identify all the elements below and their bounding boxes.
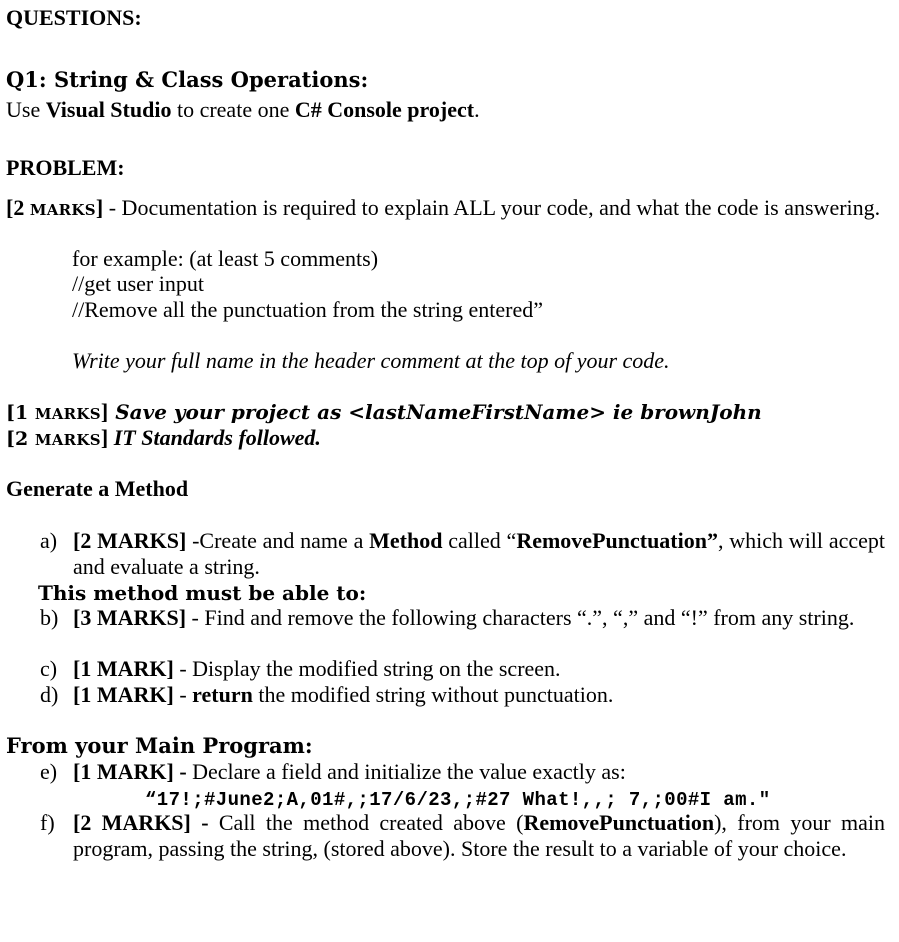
example-intro: for example: (at least 5 comments) — [72, 246, 379, 271]
it-standards-requirement: [2 MARKS] IT Standards followed. — [6, 425, 321, 450]
header-comment-note: Write your full name in the header comment at the top of your code. — [72, 348, 670, 373]
save-project-marks: [1 MARKS] — [6, 399, 109, 424]
example-comment-2: //Remove all the punctuation from the string entered” — [72, 297, 544, 322]
list-item-f: f) [2 MARKS] - Call the method created above (RemovePunctuation), from your main program, passing the string, (stored above). Store the result to a variable of your choice. — [40, 810, 886, 861]
it-standards-marks: [2 MARKS] — [6, 425, 109, 450]
save-project-requirement: [1 MARKS] Save your project as <lastNameFirstName> ie brownJohn — [6, 399, 762, 424]
documentation-marks: [2 MARKS] — [6, 195, 104, 220]
example-comment-1: //get user input — [72, 271, 204, 296]
list-item-d: d) [1 MARK] - return the modified string without punctuation. — [40, 682, 614, 707]
problem-heading: PROBLEM: — [6, 155, 125, 180]
main-program-heading: From your Main Program: — [6, 733, 313, 758]
q1-heading: Q1: String & Class Operations: — [6, 67, 369, 92]
list-item-e: e) [1 MARK] - Declare a field and initialize the value exactly as: — [40, 759, 626, 784]
method-must-heading: This method must be able to: — [38, 581, 367, 605]
page-title: QUESTIONS: — [6, 5, 142, 30]
list-item-a: a) [2 MARKS] -Create and name a Method called “RemovePunctuation”, which will accept and evaluate a string. — [40, 528, 885, 579]
list-item-b: b) [3 MARKS] - Find and remove the following characters “.”, “,” and “!” from any string. — [40, 605, 855, 630]
generate-method-heading: Generate a Method — [6, 476, 189, 501]
documentation-requirement: [2 MARKS] - Documentation is required to explain ALL your code, and what the code is answering. — [6, 195, 881, 220]
q1-intro: Use Visual Studio to create one C# Console project. — [6, 97, 480, 122]
list-item-c: c) [1 MARK] - Display the modified string on the screen. — [40, 656, 561, 681]
initial-string-code: “17!;#June2;A,01#,;17/6/23,;#27 What!,,; 7,;00#I am." — [145, 789, 771, 811]
